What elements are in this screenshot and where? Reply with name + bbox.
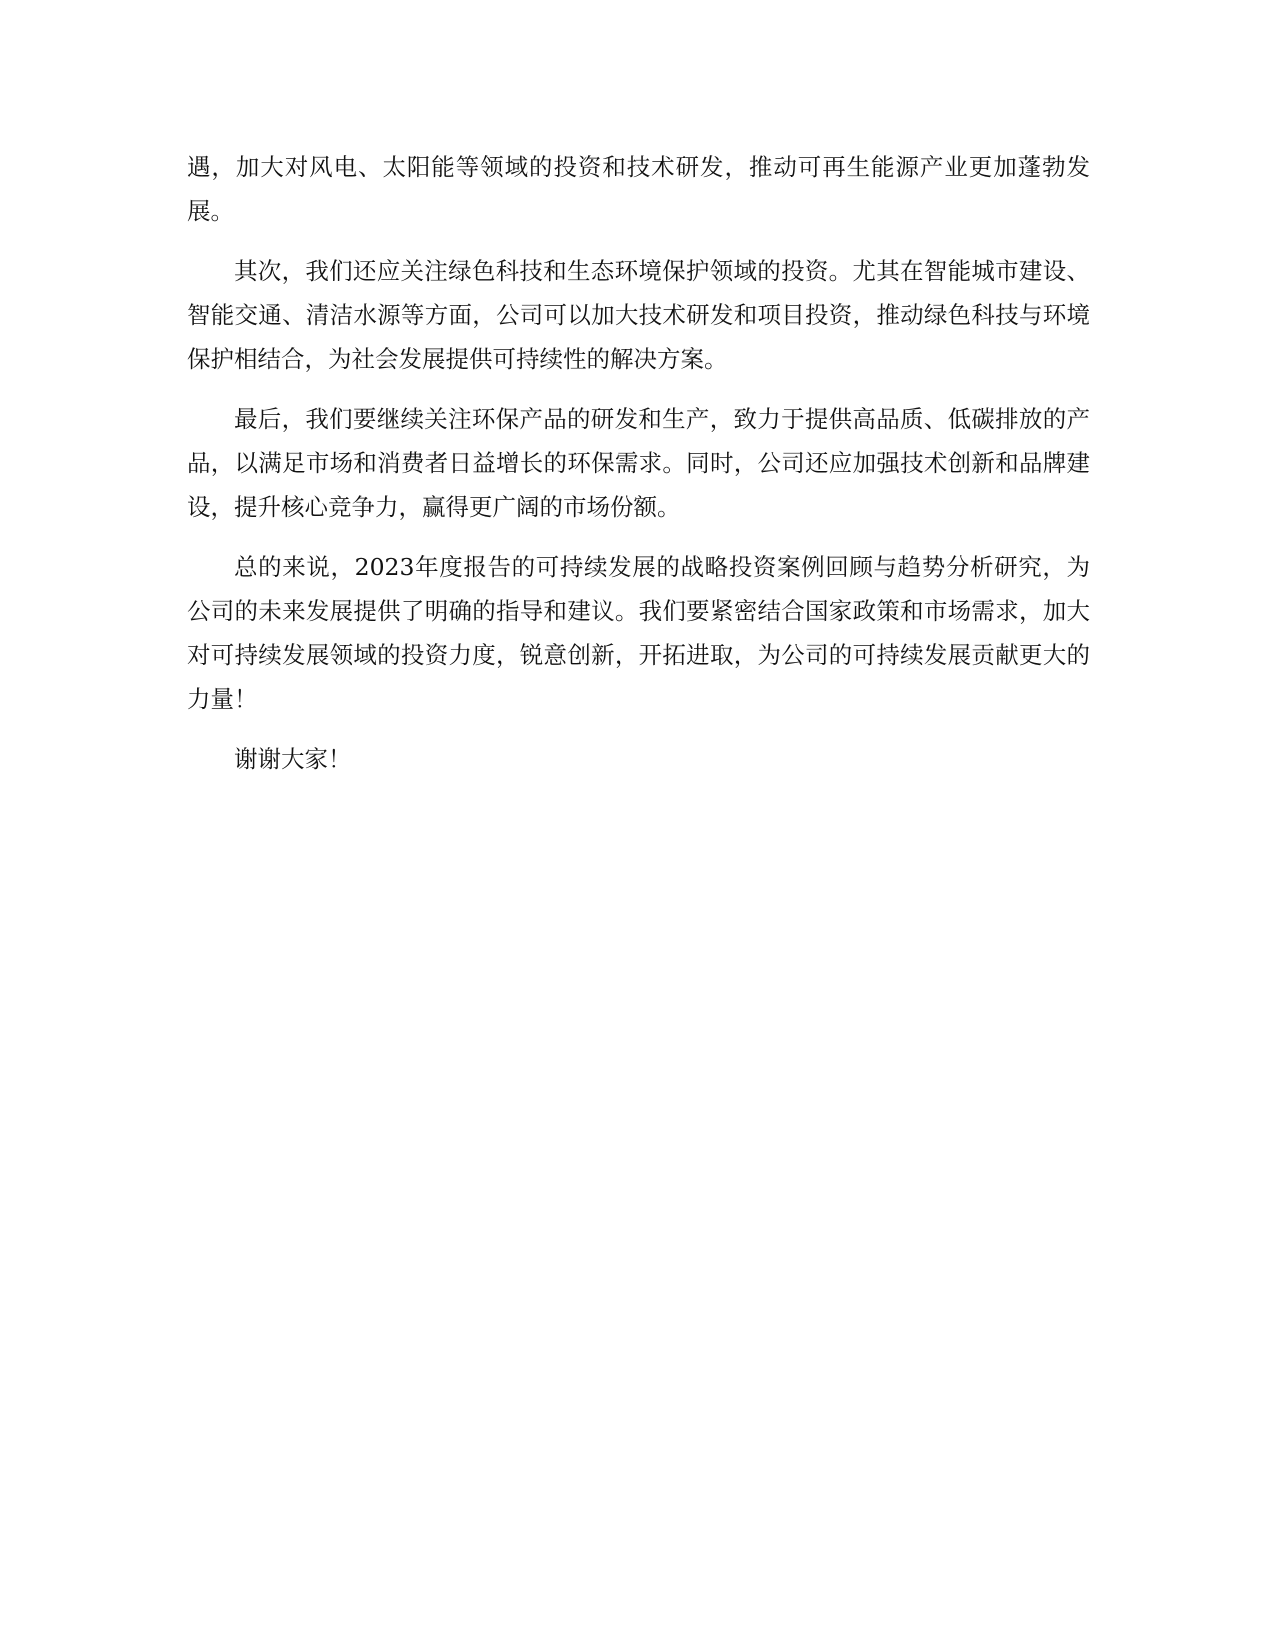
paragraph-continuation: 遇，加大对风电、太阳能等领域的投资和技术研发，推动可再生能源产业更加蓬勃发展。	[187, 153, 1090, 225]
paragraph-eco-products: 最后，我们要继续关注环保产品的研发和生产，致力于提供高品质、低碳排放的产品，以满足市场和消费者日益增长的环保需求。同时，公司还应加强技术创新和品牌建设，提升核心竞争力，赢得更广阔的市场份额。	[187, 405, 1090, 521]
paragraph-summary: 总的来说，2023年度报告的可持续发展的战略投资案例回顾与趋势分析研究，为公司的未来发展提供了明确的指导和建议。我们要紧密结合国家政策和市场需求，加大对可持续发展领域的投资力度，锐意创新，开拓进取，为公司的可持续发展贡献更大的力量！	[187, 553, 1090, 713]
paragraph-closing: 谢谢大家！	[234, 745, 352, 773]
document-page	[187, 145, 1090, 797]
paragraph-green-tech: 其次，我们还应关注绿色科技和生态环境保护领域的投资。尤其在智能城市建设、智能交通、清洁水源等方面，公司可以加大技术研发和项目投资，推动绿色科技与环境保护相结合，为社会发展提供可持续性的解决方案。	[187, 257, 1090, 373]
